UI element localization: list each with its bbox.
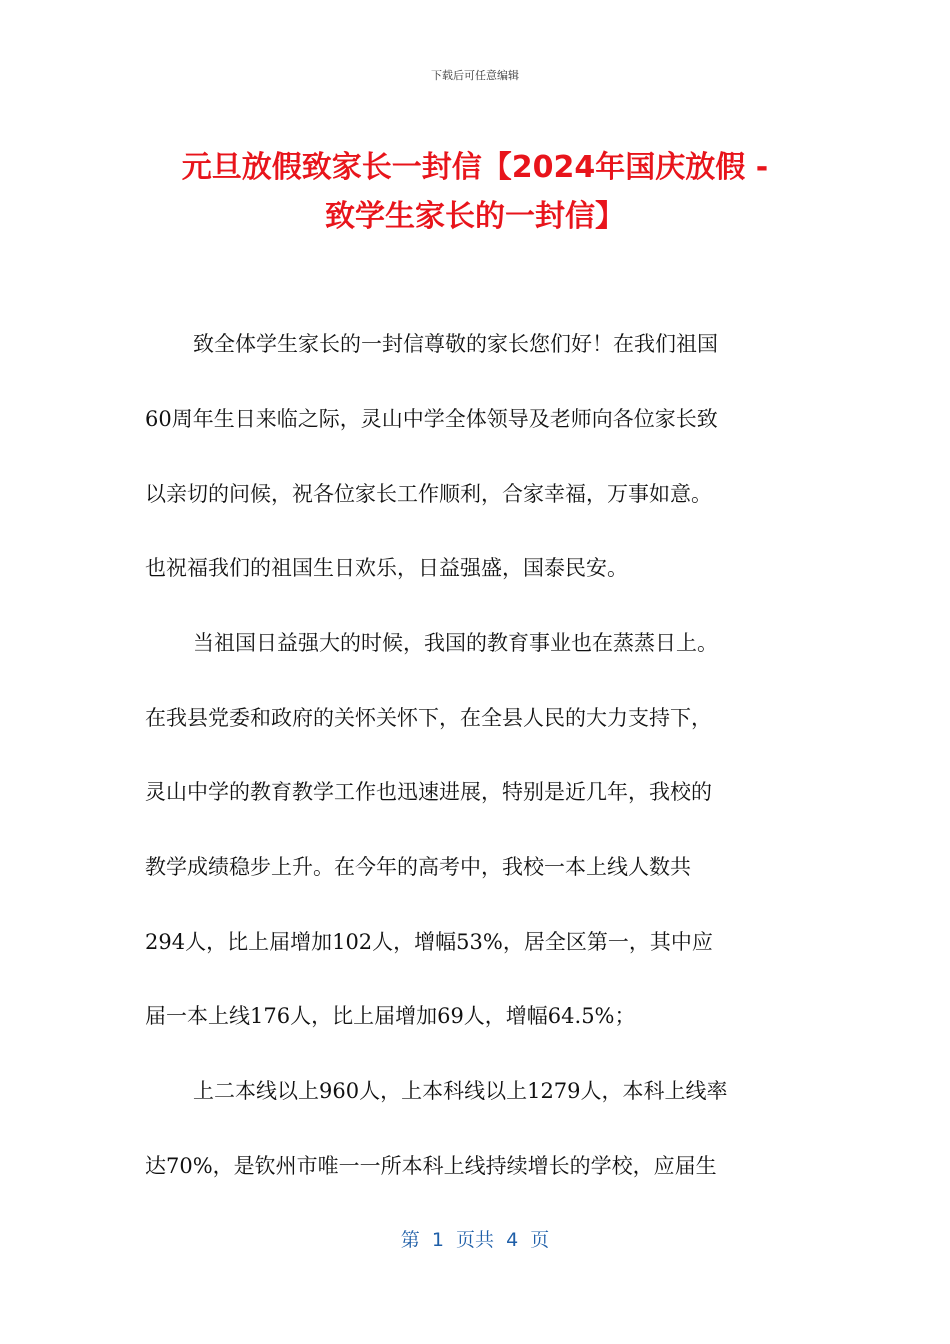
paragraph-line: 当祖国日益强大的时候，我国的教育事业也在蒸蒸日上。 <box>193 631 718 655</box>
document-title-line-1: 元旦放假致家长一封信【2024年国庆放假 - <box>181 150 769 185</box>
header-note: 下载后可任意编辑 <box>431 69 519 82</box>
paragraph-line: 教学成绩稳步上升。在今年的高考中，我校一本上线人数共 <box>145 855 691 879</box>
document-title-line-2: 致学生家长的一封信】 <box>325 199 625 234</box>
paragraph-line: 也祝福我们的祖国生日欢乐，日益强盛，国泰民安。 <box>145 556 628 580</box>
paragraph-line: 届一本上线176人，比上届增加69人，增幅64.5%； <box>145 1004 636 1028</box>
paragraph-line: 60周年生日来临之际，灵山中学全体领导及老师向各位家长致 <box>145 407 718 431</box>
paragraph-line: 以亲切的问候，祝各位家长工作顺利，合家幸福，万事如意。 <box>145 482 712 506</box>
paragraph-line: 灵山中学的教育教学工作也迅速进展，特别是近几年，我校的 <box>145 780 712 804</box>
paragraph-line: 294人，比上届增加102人，增幅53%，居全区第一，其中应 <box>145 930 713 954</box>
paragraph-line: 上二本线以上960人，上本科线以上1279人，本科上线率 <box>193 1079 728 1103</box>
page-number-footer: 第 1 页共 4 页 <box>400 1229 550 1251</box>
paragraph-line: 达70%，是钦州市唯一一所本科上线持续增长的学校，应届生 <box>145 1154 717 1178</box>
paragraph-line: 在我县党委和政府的关怀关怀下，在全县人民的大力支持下， <box>145 706 712 730</box>
paragraph-line: 致全体学生家长的一封信尊敬的家长您们好！在我们祖国 <box>193 332 718 356</box>
